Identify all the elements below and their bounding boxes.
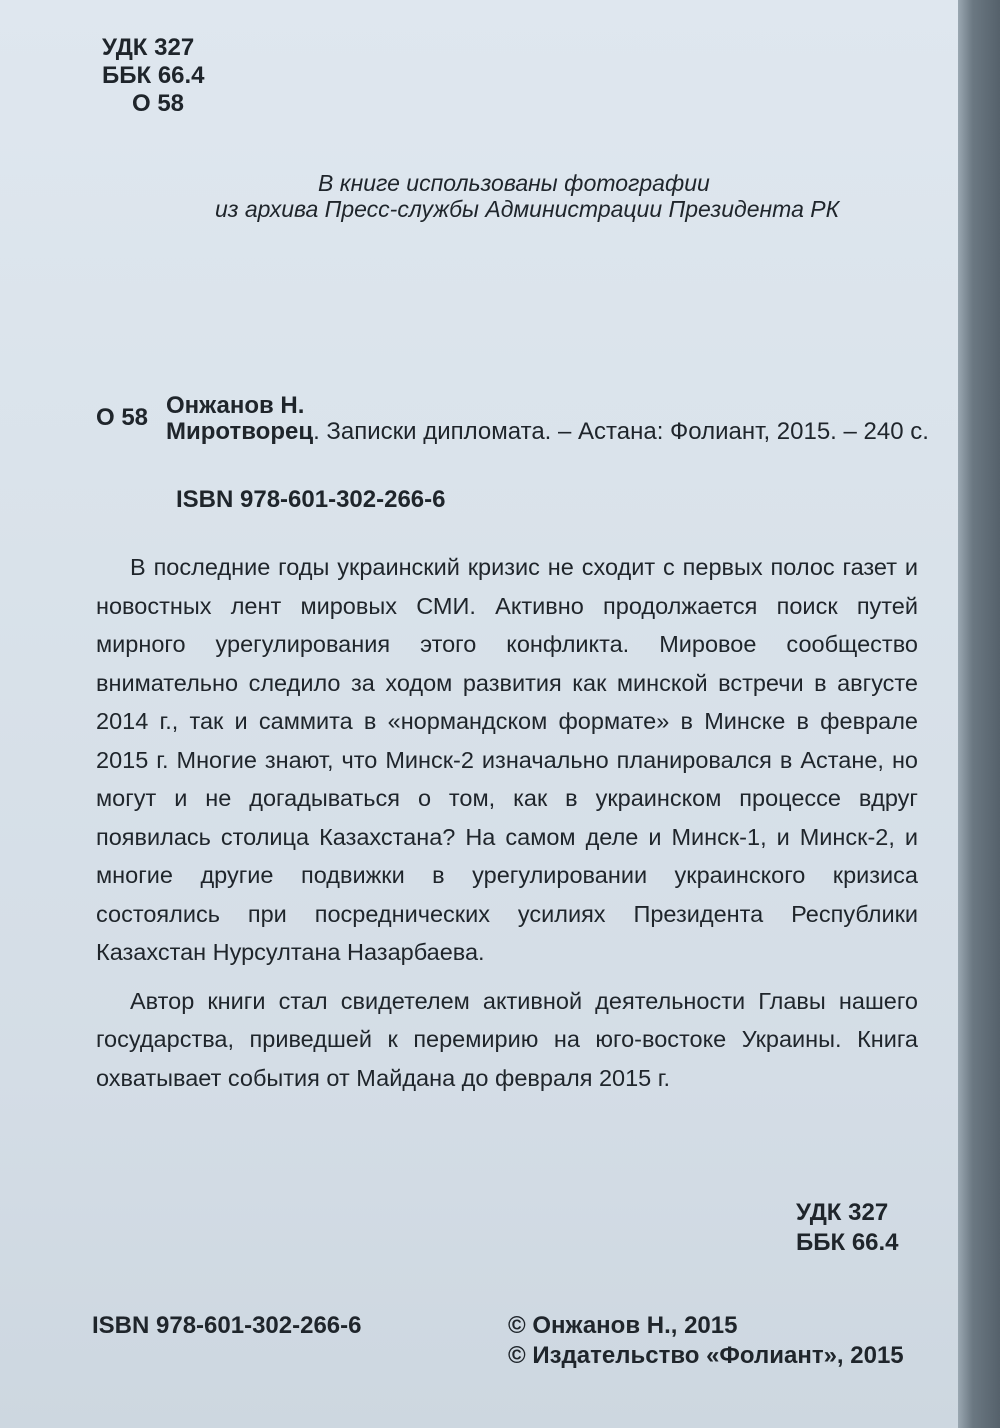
book-title: Миротворец [166, 418, 314, 445]
isbn-bottom: ISBN 978-601-302-266-6 [92, 1312, 362, 1339]
copyright-author: © Онжанов Н., 2015 [508, 1312, 738, 1339]
photo-note-line2: из архива Пресс-службы Администрации Президента РК [215, 196, 840, 222]
copyright-publisher: © Издательство «Фолиант», 2015 [508, 1342, 904, 1369]
author-sign-top: О 58 [132, 90, 185, 117]
annotation-paragraph-2: Автор книги стал свидетелем активной деятельности Главы нашего государства, приведшей к перемирию на юго-востоке Украины. Книга охватывает события от Майдана до февраля 2015 г. [96, 987, 918, 1091]
bbk-code-bottom: ББК 66.4 [796, 1229, 899, 1256]
bbk-code-top: ББК 66.4 [102, 62, 205, 89]
catalog-author: Онжанов Н. [166, 392, 305, 419]
page-edge-shadow [958, 0, 1000, 1428]
catalog-title-line [166, 418, 929, 446]
catalog-code: О 58 [96, 404, 149, 431]
catalog-isbn: ISBN 978-601-302-266-6 [176, 486, 446, 513]
photo-note-line1: В книге использованы фотографии [318, 170, 710, 196]
annotation-paragraph-1: В последние годы украинский кризис не сходит с первых полос газет и новостных лент мировых СМИ. Активно продолжается поиск путей мирного урегулирования этого конфликта. Мировое сообщество внимательно следило за ходом развития как минской встречи в августе 2014 г., так и саммита в «нормандском формате» в Минске в феврале 2015 г. Многие знают, что Минск-2 изначально планировался в Астане, но могут и не догадываться о том, как в украинском процессе вдруг появилась столица Казахстана? На самом деле и Минск-1, и Минск-2, и многие другие подвижки в урегулировании украинского кризиса состоялись при посреднических усилиях Президента Республики Казахстан Нурсултана Назарбаева. [96, 554, 918, 965]
udk-code-top: УДК 327 [102, 34, 195, 61]
book-imprint: . Записки дипломата. – Астана: Фолиант, 2015. – 240 с. [313, 418, 929, 445]
annotation [96, 548, 918, 1097]
udk-code-bottom: УДК 327 [796, 1199, 889, 1226]
